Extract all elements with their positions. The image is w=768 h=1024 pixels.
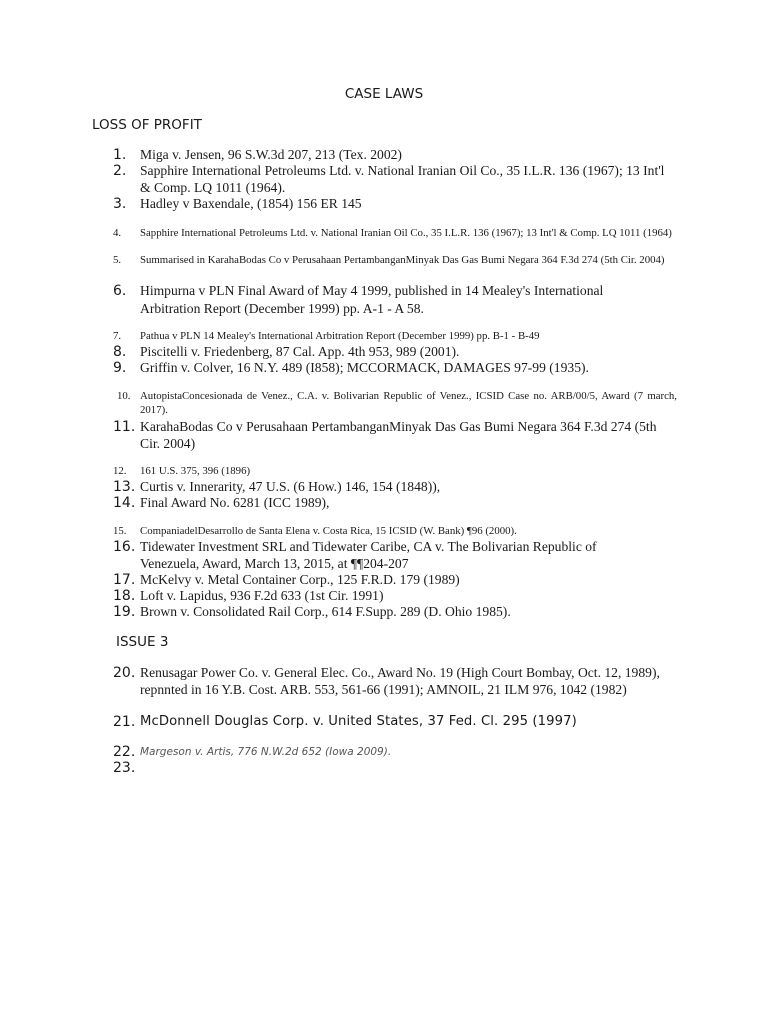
case-citation: Piscitelli v. Friedenberg, 87 Cal. App. 4th 953, 989 (2001).	[140, 344, 460, 359]
item-number: 16.	[113, 539, 136, 555]
case-item-2	[113, 163, 675, 196]
case-citation: CompaniadelDesarrollo de Santa Elena v. Costa Rica, 15 ICSID (W. Bank) ¶96 (2000).	[140, 525, 517, 537]
case-item-7	[113, 330, 693, 344]
case-item-12	[113, 465, 693, 479]
case-citation: Himpurna v PLN Final Award of May 4 1999, published in 14 Mealey's International Arbitration Report (December 1999) pp. A-1 - A 58.	[140, 283, 604, 316]
case-citation: Final Award No. 6281 (ICC 1989),	[140, 495, 330, 510]
case-citation: Margeson v. Artis, 776 N.W.2d 652 (Iowa 2009).	[140, 746, 392, 758]
item-number: 14.	[113, 495, 136, 511]
page-title: CASE LAWS	[344, 86, 424, 102]
case-citation: 161 U.S. 375, 396 (1896)	[140, 465, 251, 477]
item-number: 9.	[113, 360, 127, 376]
item-number: 15.	[113, 525, 127, 537]
case-item-5	[113, 254, 677, 268]
item-number: 11.	[113, 419, 136, 435]
case-citation: Renusagar Power Co. v. General Elec. Co., Award No. 19 (High Court Bombay, Oct. 12, 1989), repnnted in 16 Y.B. Cost. ARB. 553, 561-66 (1991); AMNOIL, 21 ILM 976, 1042 (1982)	[140, 665, 660, 697]
case-citation: Pathua v PLN 14 Mealey's International Arbitration Report (December 1999) pp. B-1 - B-49	[140, 330, 540, 342]
case-citation: McKelvy v. Metal Container Corp., 125 F.R.D. 179 (1989)	[140, 572, 460, 587]
case-item-15	[113, 525, 693, 539]
item-number: 5.	[113, 254, 122, 266]
case-item-11	[113, 419, 673, 452]
item-number: 6.	[113, 283, 127, 299]
case-citation: Sapphire International Petroleums Ltd. v. National Iranian Oil Co., 35 I.L.R. 136 (1967); 13 Int'l & Comp. LQ 1011 (1964).	[140, 163, 665, 195]
case-citation: Loft v. Lapidus, 936 F.2d 633 (1st Cir. 1991)	[140, 588, 384, 603]
case-citation: Griffin v. Colver, 16 N.Y. 489 (I858); MCCORMACK, DAMAGES 97-99 (1935).	[140, 360, 589, 375]
item-number: 21.	[113, 714, 136, 730]
case-item-20	[113, 665, 661, 698]
item-number: 10.	[117, 390, 131, 402]
item-number: 2.	[113, 163, 127, 179]
case-item-3	[113, 196, 693, 213]
item-number: 1.	[113, 147, 127, 163]
case-citation: Curtis v. Innerarity, 47 U.S. (6 How.) 146, 154 (1848)),	[140, 479, 441, 494]
case-citation: Sapphire International Petroleums Ltd. v. National Iranian Oil Co., 35 I.L.R. 136 (1967); 13 Int'l & Comp. LQ 1011 (1964)	[140, 227, 672, 239]
item-number: 12.	[113, 465, 127, 477]
section-heading-issue-3: ISSUE 3	[116, 634, 169, 650]
case-item-1	[113, 147, 693, 164]
item-number: 3.	[113, 196, 127, 212]
section-heading-loss-of-profit: LOSS OF PROFIT	[92, 117, 202, 133]
case-citation: Hadley v Baxendale, (1854) 156 ER 145	[140, 196, 362, 211]
case-item-9	[113, 360, 693, 377]
case-citation: McDonnell Douglas Corp. v. United States, 37 Fed. Cl. 295 (1997)	[140, 714, 577, 729]
case-item-8	[113, 344, 693, 361]
case-item-17	[113, 572, 693, 589]
case-item-19	[113, 604, 693, 621]
case-citation: Summarised in KarahaBodas Co v Perusahaan PertambanganMinyak Das Gas Bumi Negara 364 F.3d 274 (5th Cir. 2004)	[140, 254, 665, 266]
case-item-22	[113, 744, 693, 761]
item-number: 18.	[113, 588, 136, 604]
case-item-16	[113, 539, 633, 572]
case-item-13	[113, 479, 693, 496]
item-number: 23.	[113, 760, 136, 776]
item-number: 22.	[113, 744, 136, 760]
case-item-6	[113, 282, 633, 318]
case-item-10	[113, 390, 677, 417]
item-number: 20.	[113, 665, 136, 681]
item-number: 8.	[113, 344, 127, 360]
item-number: 7.	[113, 330, 122, 342]
case-item-4	[113, 227, 677, 241]
item-number: 13.	[113, 479, 136, 495]
case-citation: Brown v. Consolidated Rail Corp., 614 F.Supp. 289 (D. Ohio 1985).	[140, 604, 511, 619]
item-number: 17.	[113, 572, 136, 588]
case-citation: AutopistaConcesionada de Venez., C.A. v. Bolivarian Republic of Venez., ICSID Case no. ARB/00/5, Award (7 march, 2017).	[140, 390, 677, 416]
case-item-18	[113, 588, 693, 605]
case-citation: Miga v. Jensen, 96 S.W.3d 207, 213 (Tex. 2002)	[140, 147, 402, 162]
case-citation: KarahaBodas Co v Perusahaan PertambanganMinyak Das Gas Bumi Negara 364 F.3d 274 (5th Cir. 2004)	[140, 419, 657, 451]
case-item-21	[113, 714, 693, 731]
item-number: 4.	[113, 227, 122, 239]
item-number: 19.	[113, 604, 136, 620]
case-item-14	[113, 495, 693, 512]
case-citation: Tidewater Investment SRL and Tidewater Caribe, CA v. The Bolivarian Republic of Venezuela, Award, March 13, 2015, at ¶¶204-207	[140, 539, 597, 571]
